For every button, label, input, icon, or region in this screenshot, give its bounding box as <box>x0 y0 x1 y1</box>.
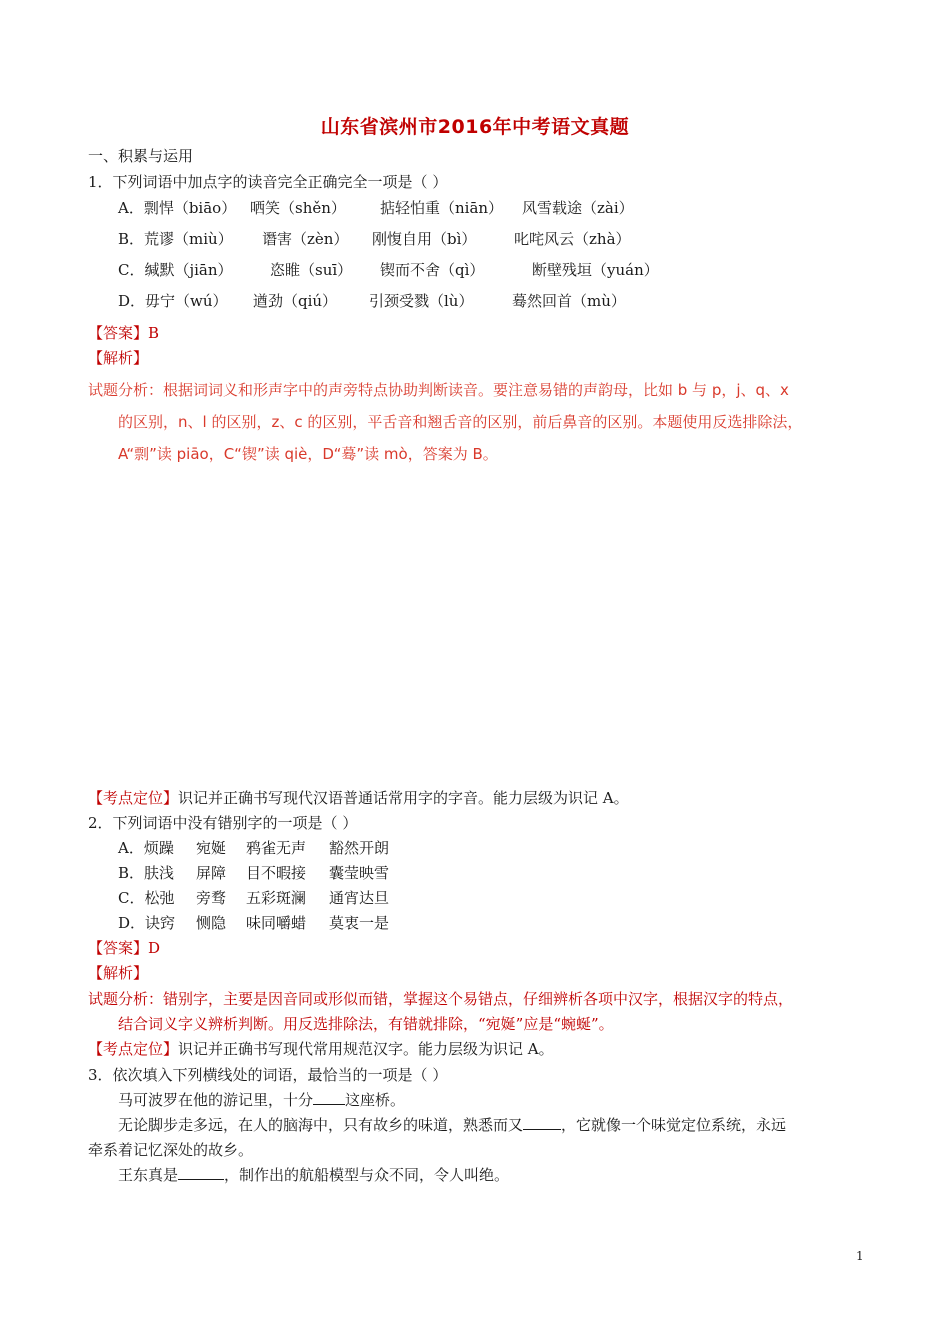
q2-d-1: D．诀窍 <box>118 914 176 932</box>
q3-sentence-3 <box>118 1165 509 1185</box>
q1-option-b <box>118 229 631 249</box>
q2-analysis-line-1: 试题分析：错别字，主要是因音同或形似而错，掌握这个易错点，仔细辨析各项中汉字，根据汉字的特点， <box>88 990 794 1008</box>
q2-b-1: B．肤浅 <box>118 864 175 882</box>
q2-b-2: 屏障 <box>196 864 227 882</box>
answer-value: B <box>148 324 160 342</box>
focus-label: 【考点定位】 <box>88 789 179 807</box>
q1-a-4: 风雪载途（zài） <box>522 199 634 217</box>
focus-text: 识记并正确书写现代汉语普通话常用字的字音。能力层级为识记 A。 <box>178 789 629 807</box>
q2-analysis-line-2: 结合词义字义辨析判断。用反选排除法，有错就排除，“宛娫”应是“蜿蜒”。 <box>118 1015 614 1033</box>
q2-option-d <box>118 913 389 933</box>
q1-analysis-label: 【解析】 <box>88 349 149 367</box>
q1-analysis-line-1: 试题分析：根据词词义和形声字中的声旁特点协助判断读音。要注意易错的声韵母，比如 b 与 p，j、q、x <box>88 381 789 399</box>
q2-a-2: 宛娫 <box>196 839 227 857</box>
q3-s2-part-a: 无论脚步走多远，在人的脑海中，只有故乡的味道，熟悉而又 <box>118 1116 524 1134</box>
q2-c-4: 通宵达旦 <box>329 889 390 907</box>
q2-analysis-label: 【解析】 <box>88 964 149 982</box>
q3-s3-part-b: ，制作出的航船模型与众不同，令人叫绝。 <box>224 1166 510 1184</box>
q1-analysis-line-3: A“剽”读 piāo，C“锲”读 qiè，D“蓦”读 mò，答案为 B。 <box>118 445 498 463</box>
q2-answer <box>88 938 160 958</box>
q1-a-2: 哂笑（shěn） <box>250 199 346 217</box>
q2-a-1: A．烦躁 <box>118 839 174 857</box>
q2-a-4: 豁然开朗 <box>329 839 390 857</box>
q2-option-a <box>118 838 389 858</box>
q1-b-2: 谮害（zèn） <box>262 230 349 248</box>
q3-sentence-2-cont: 牵系着记忆深处的故乡。 <box>88 1141 254 1159</box>
q1-option-a <box>118 198 634 218</box>
q1-option-c <box>118 260 659 280</box>
q1-c-4: 断壁残垣（yuán） <box>532 261 659 279</box>
q1-c-1: C．缄默（jiān） <box>118 261 233 279</box>
q2-d-3: 味同嚼蜡 <box>246 914 307 932</box>
section-heading: 一、积累与运用 <box>88 147 194 165</box>
page-title: 山东省滨州市2016年中考语文真题 <box>320 116 630 138</box>
q2-option-c <box>118 888 389 908</box>
fill-blank[interactable] <box>178 1165 224 1180</box>
q3-stem: 3．依次填入下列横线处的词语，最恰当的一项是（ ） <box>88 1066 448 1084</box>
q2-stem: 2．下列词语中没有错别字的一项是（ ） <box>88 814 358 832</box>
q3-s1-part-a: 马可波罗在他的游记里，十分 <box>118 1091 314 1109</box>
q1-analysis-line-2: 的区别，n、l 的区别，z、c 的区别，平舌音和翘舌音的区别，前后鼻音的区别。本题使用反选排除法， <box>118 413 803 431</box>
answer-label: 【答案】 <box>88 324 149 342</box>
answer-label: 【答案】 <box>88 939 149 957</box>
focus-label: 【考点定位】 <box>88 1040 179 1058</box>
q3-s2-part-b: ，它就像一个味觉定位系统，永远 <box>561 1116 787 1134</box>
q1-d-4: 蓦然回首（mù） <box>512 292 626 310</box>
q1-b-4: 叱咤风云（zhà） <box>514 230 631 248</box>
q3-sentence-1 <box>118 1090 405 1110</box>
q1-b-1: B．荒谬（miù） <box>118 230 233 248</box>
q2-option-b <box>118 863 389 883</box>
fill-blank[interactable] <box>313 1090 345 1105</box>
q1-a-3: 掂轻怕重（niān） <box>380 199 504 217</box>
q1-a-1: A．剽悍（biāo） <box>118 199 237 217</box>
q1-d-2: 遒劲（qiú） <box>253 292 338 310</box>
q2-b-4: 囊莹映雪 <box>329 864 390 882</box>
q2-b-3: 目不暇接 <box>246 864 307 882</box>
q1-stem: 1．下列词语中加点字的读音完全正确完全一项是（ ） <box>88 173 448 191</box>
q3-s1-part-b: 这座桥。 <box>345 1091 406 1109</box>
q2-c-3: 五彩斑澜 <box>246 889 307 907</box>
q2-d-4: 莫衷一是 <box>329 914 390 932</box>
q1-d-1: D．毋宁（wú） <box>118 292 228 310</box>
answer-value: D <box>148 939 161 957</box>
q1-c-2: 恣睢（suī） <box>270 261 353 279</box>
q1-d-3: 引颈受戮（lù） <box>369 292 474 310</box>
q1-answer <box>88 323 159 343</box>
q2-focus <box>88 1039 554 1059</box>
q1-option-d <box>118 291 626 311</box>
q2-c-2: 旁骛 <box>196 889 227 907</box>
q1-c-3: 锲而不舍（qì） <box>380 261 485 279</box>
fill-blank[interactable] <box>523 1115 561 1130</box>
q2-c-1: C．松弛 <box>118 889 175 907</box>
q1-b-3: 刚愎自用（bì） <box>372 230 477 248</box>
q2-a-3: 鸦雀无声 <box>246 839 307 857</box>
page-number: 1 <box>856 1249 864 1263</box>
q3-sentence-2 <box>118 1115 786 1135</box>
focus-text: 识记并正确书写现代常用规范汉字。能力层级为识记 A。 <box>178 1040 554 1058</box>
q1-focus <box>88 788 629 808</box>
q3-s3-part-a: 王东真是 <box>118 1166 179 1184</box>
q2-d-2: 恻隐 <box>196 914 227 932</box>
